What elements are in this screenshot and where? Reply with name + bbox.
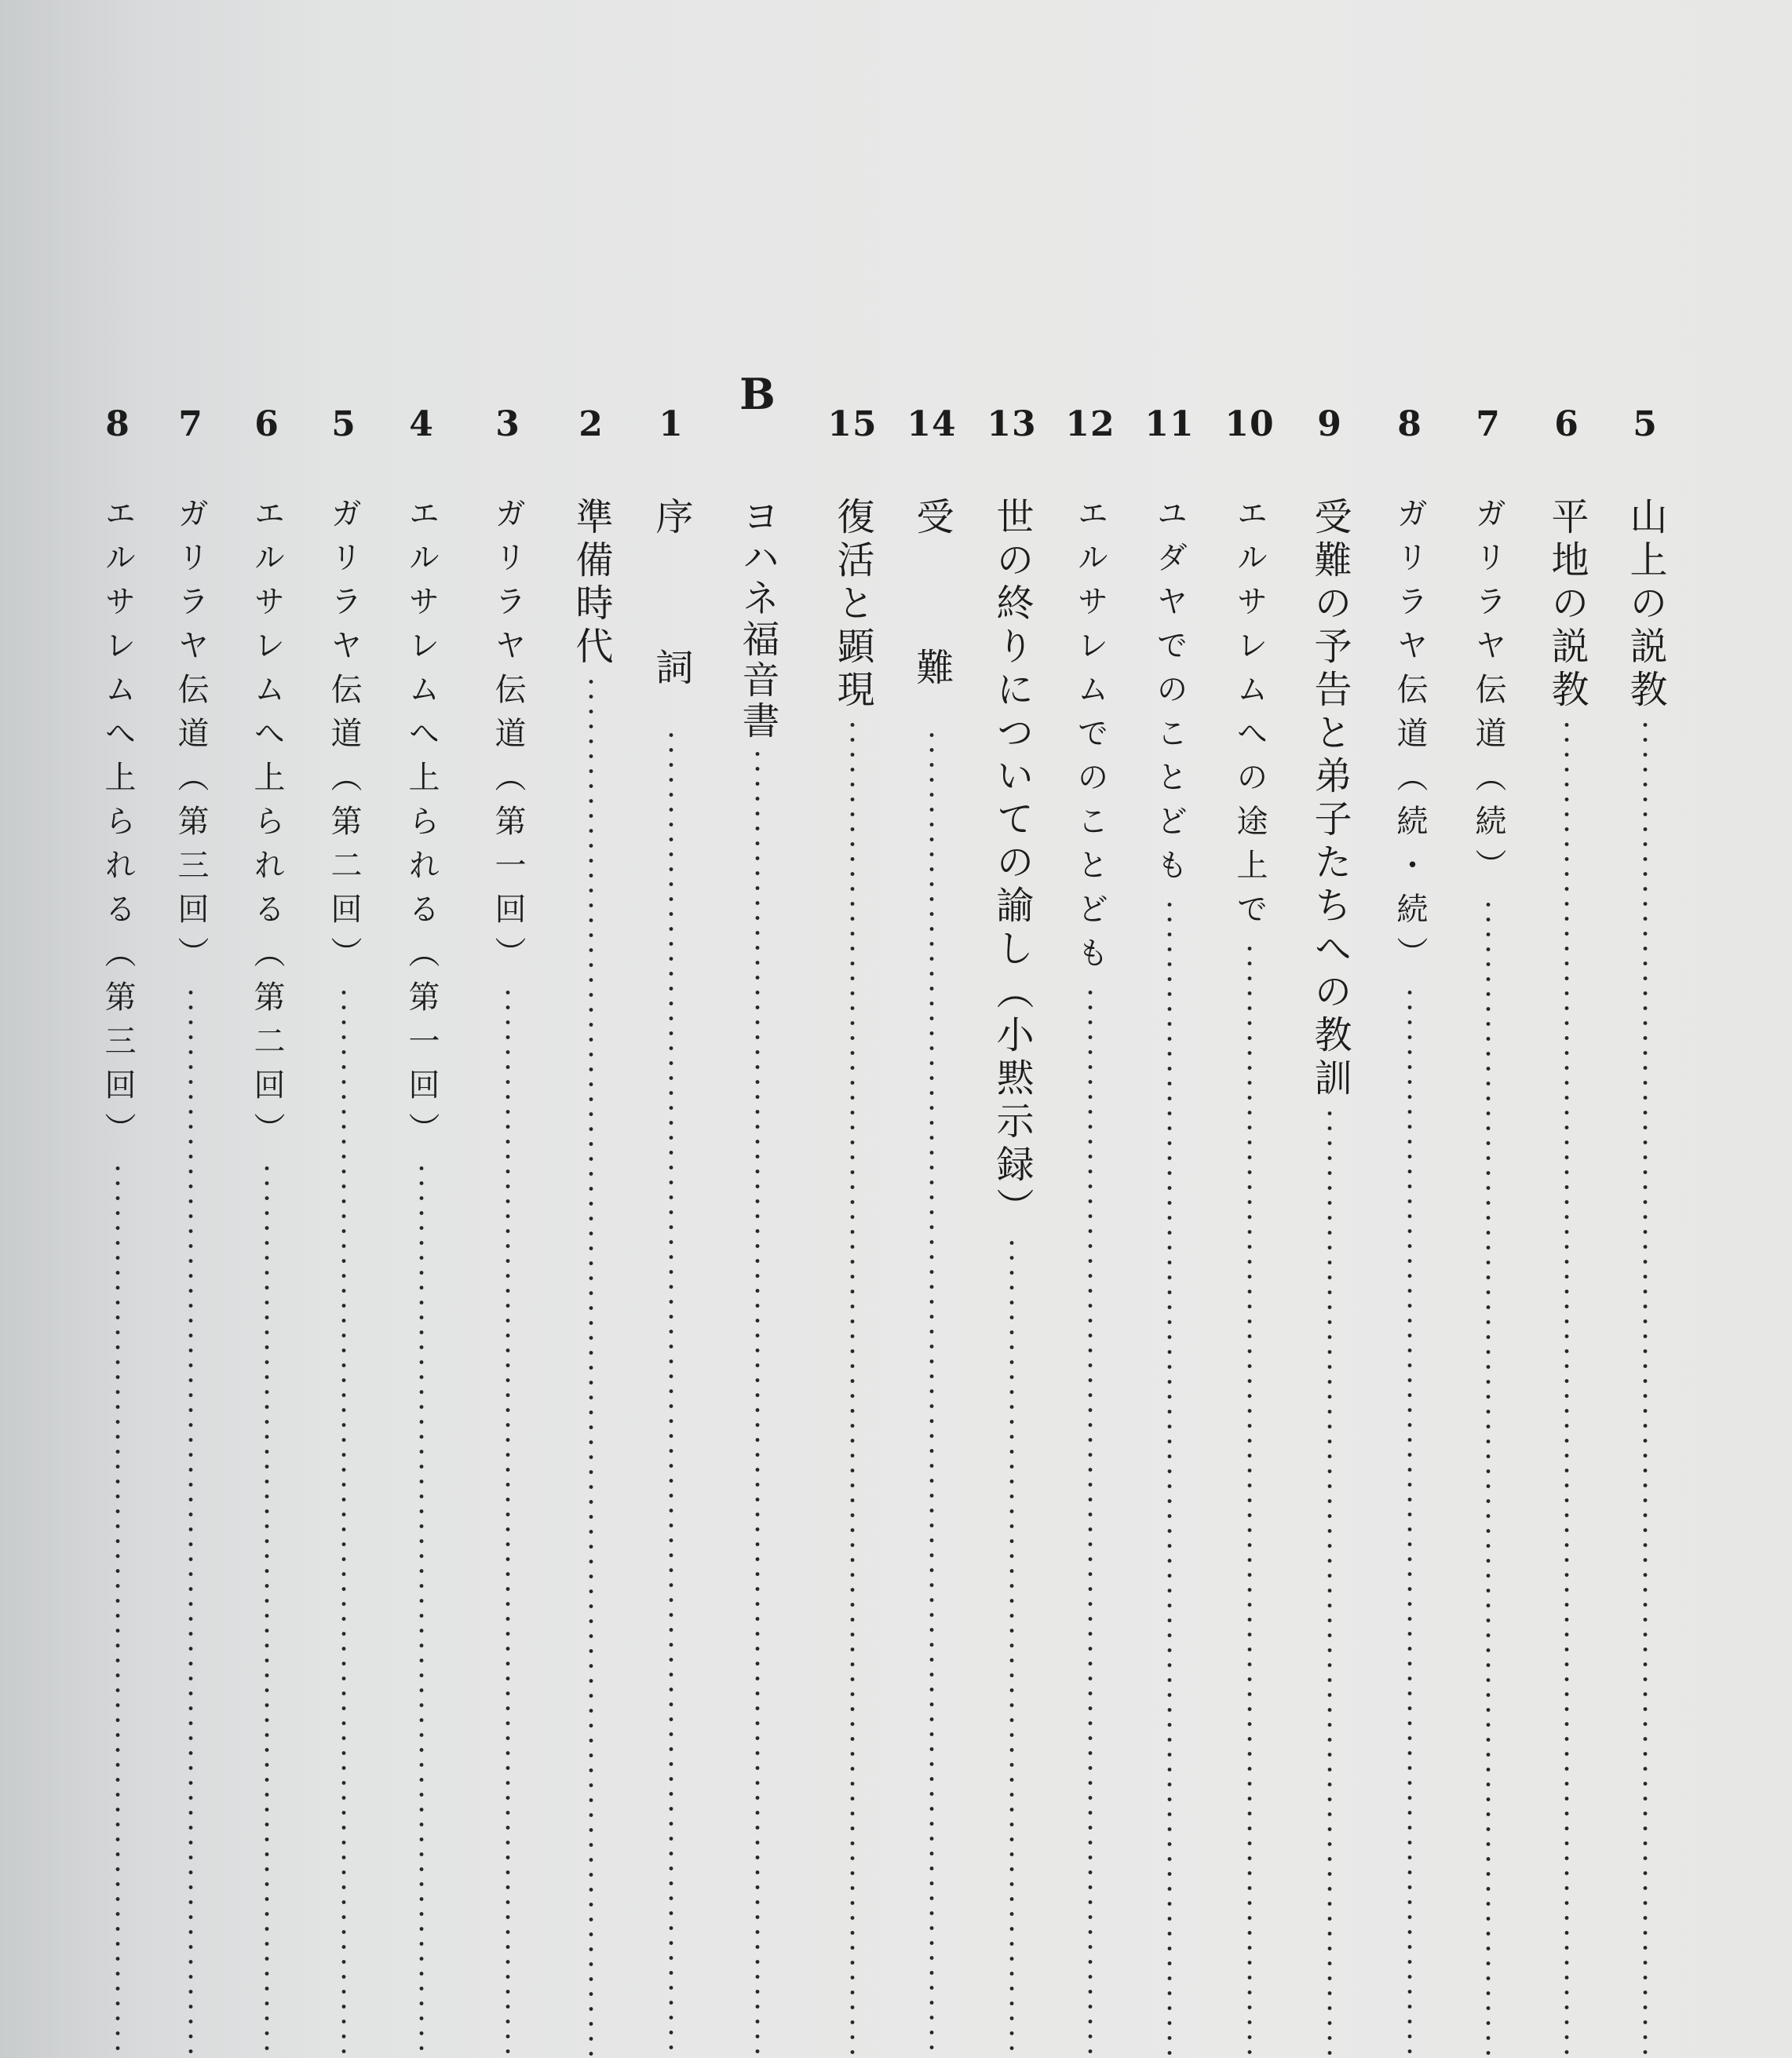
- section-title: ヨハネ福音書: [735, 497, 779, 742]
- dot-leader: [1009, 1235, 1014, 2058]
- toc-entry: [1382, 396, 1437, 2058]
- dot-leader: [1327, 1106, 1332, 2058]
- entry-title: エルサレムへ上られる（第二回）: [249, 497, 285, 1156]
- toc-entry: [1063, 396, 1118, 2058]
- entry-title: ガリラヤ伝道（第三回）: [173, 497, 209, 980]
- dot-leader: [505, 985, 510, 2058]
- dot-leader: [341, 985, 346, 2058]
- toc-entry: [163, 396, 218, 2058]
- toc-entry: [1142, 396, 1197, 2058]
- dot-leader: [1643, 717, 1648, 2058]
- toc-entry: [1222, 396, 1277, 2058]
- toc-entry: [316, 396, 371, 2058]
- entry-number: 6: [1554, 403, 1579, 444]
- entry-title: エルサレムへ上られる（第一回）: [403, 497, 440, 1156]
- toc-entry: [90, 396, 145, 2058]
- entry-title: エルサレムへ上られる（第三回）: [100, 497, 136, 1156]
- dot-leader: [1407, 985, 1412, 2058]
- entry-number: 7: [178, 403, 203, 444]
- dot-leader: [115, 1161, 120, 2058]
- entry-title: エルサレムでのことども: [1072, 497, 1108, 980]
- entry-number: 13: [987, 403, 1037, 444]
- toc-entry: [564, 396, 619, 2058]
- toc-entry: [984, 396, 1039, 2058]
- toc-entry: [825, 396, 880, 2058]
- toc-entry: [904, 396, 959, 2058]
- entry-number: 10: [1224, 403, 1275, 444]
- section-letter: B: [739, 369, 776, 419]
- entry-number: 1: [659, 403, 684, 444]
- entry-title: 復活と顕現: [830, 497, 874, 713]
- entry-number: 4: [409, 403, 434, 444]
- toc-entry: [394, 396, 449, 2058]
- toc-entry: [239, 396, 294, 2058]
- dot-leader: [1486, 897, 1491, 2058]
- entry-number: 8: [105, 403, 130, 444]
- dot-leader: [1564, 717, 1569, 2058]
- entry-title: ガリラヤ伝道（第一回）: [490, 497, 526, 980]
- toc-entry: [1461, 396, 1516, 2058]
- toc-entry: [480, 396, 535, 2058]
- dot-leader: [589, 674, 593, 2058]
- dot-leader: [669, 728, 673, 2058]
- entry-title: 準備時代: [569, 497, 613, 670]
- toc-entry: [1539, 396, 1594, 2058]
- section-heading: [730, 396, 785, 2058]
- entry-title: 受 難: [910, 497, 954, 723]
- entry-title: ユダヤでのことども: [1151, 497, 1188, 892]
- dot-leader: [1088, 985, 1093, 2058]
- entry-number: 2: [578, 403, 604, 444]
- entry-number: 9: [1317, 403, 1342, 444]
- entry-number: 15: [827, 403, 878, 444]
- entry-number: 12: [1065, 403, 1115, 444]
- entry-number: 8: [1397, 403, 1422, 444]
- entry-title: 平地の説教: [1545, 497, 1589, 713]
- dot-leader: [1167, 897, 1172, 2058]
- entry-title: 序 詞: [649, 497, 693, 723]
- entry-number: 5: [331, 403, 356, 444]
- entry-title: 受難の予告と弟子たちへの教訓: [1308, 497, 1352, 1101]
- entry-title: 山上の説教: [1623, 497, 1667, 713]
- toc-entry: [644, 396, 699, 2058]
- entry-title: ガリラヤ伝道（続・続）: [1392, 497, 1428, 980]
- entry-title: 世の終りについての諭し（小黙示録）: [990, 497, 1034, 1231]
- dot-leader: [1247, 941, 1252, 2058]
- dot-leader: [188, 985, 193, 2058]
- toc-entry: [1302, 396, 1357, 2058]
- entry-title: ガリラヤ伝道（続）: [1470, 497, 1506, 892]
- entry-number: 5: [1633, 403, 1658, 444]
- dot-leader: [265, 1161, 269, 2058]
- entry-title: エルサレムへの途上で: [1232, 497, 1268, 936]
- toc-entry: [1618, 396, 1673, 2058]
- dot-leader: [755, 746, 760, 2058]
- entry-number: 14: [907, 403, 957, 444]
- dot-leader: [929, 728, 934, 2058]
- entry-number: 3: [495, 403, 520, 444]
- entry-number: 11: [1144, 403, 1195, 444]
- entry-number: 7: [1476, 403, 1501, 444]
- dot-leader: [419, 1161, 424, 2058]
- dot-leader: [850, 717, 855, 2058]
- entry-title: ガリラヤ伝道（第二回）: [326, 497, 362, 980]
- entry-number: 6: [254, 403, 279, 444]
